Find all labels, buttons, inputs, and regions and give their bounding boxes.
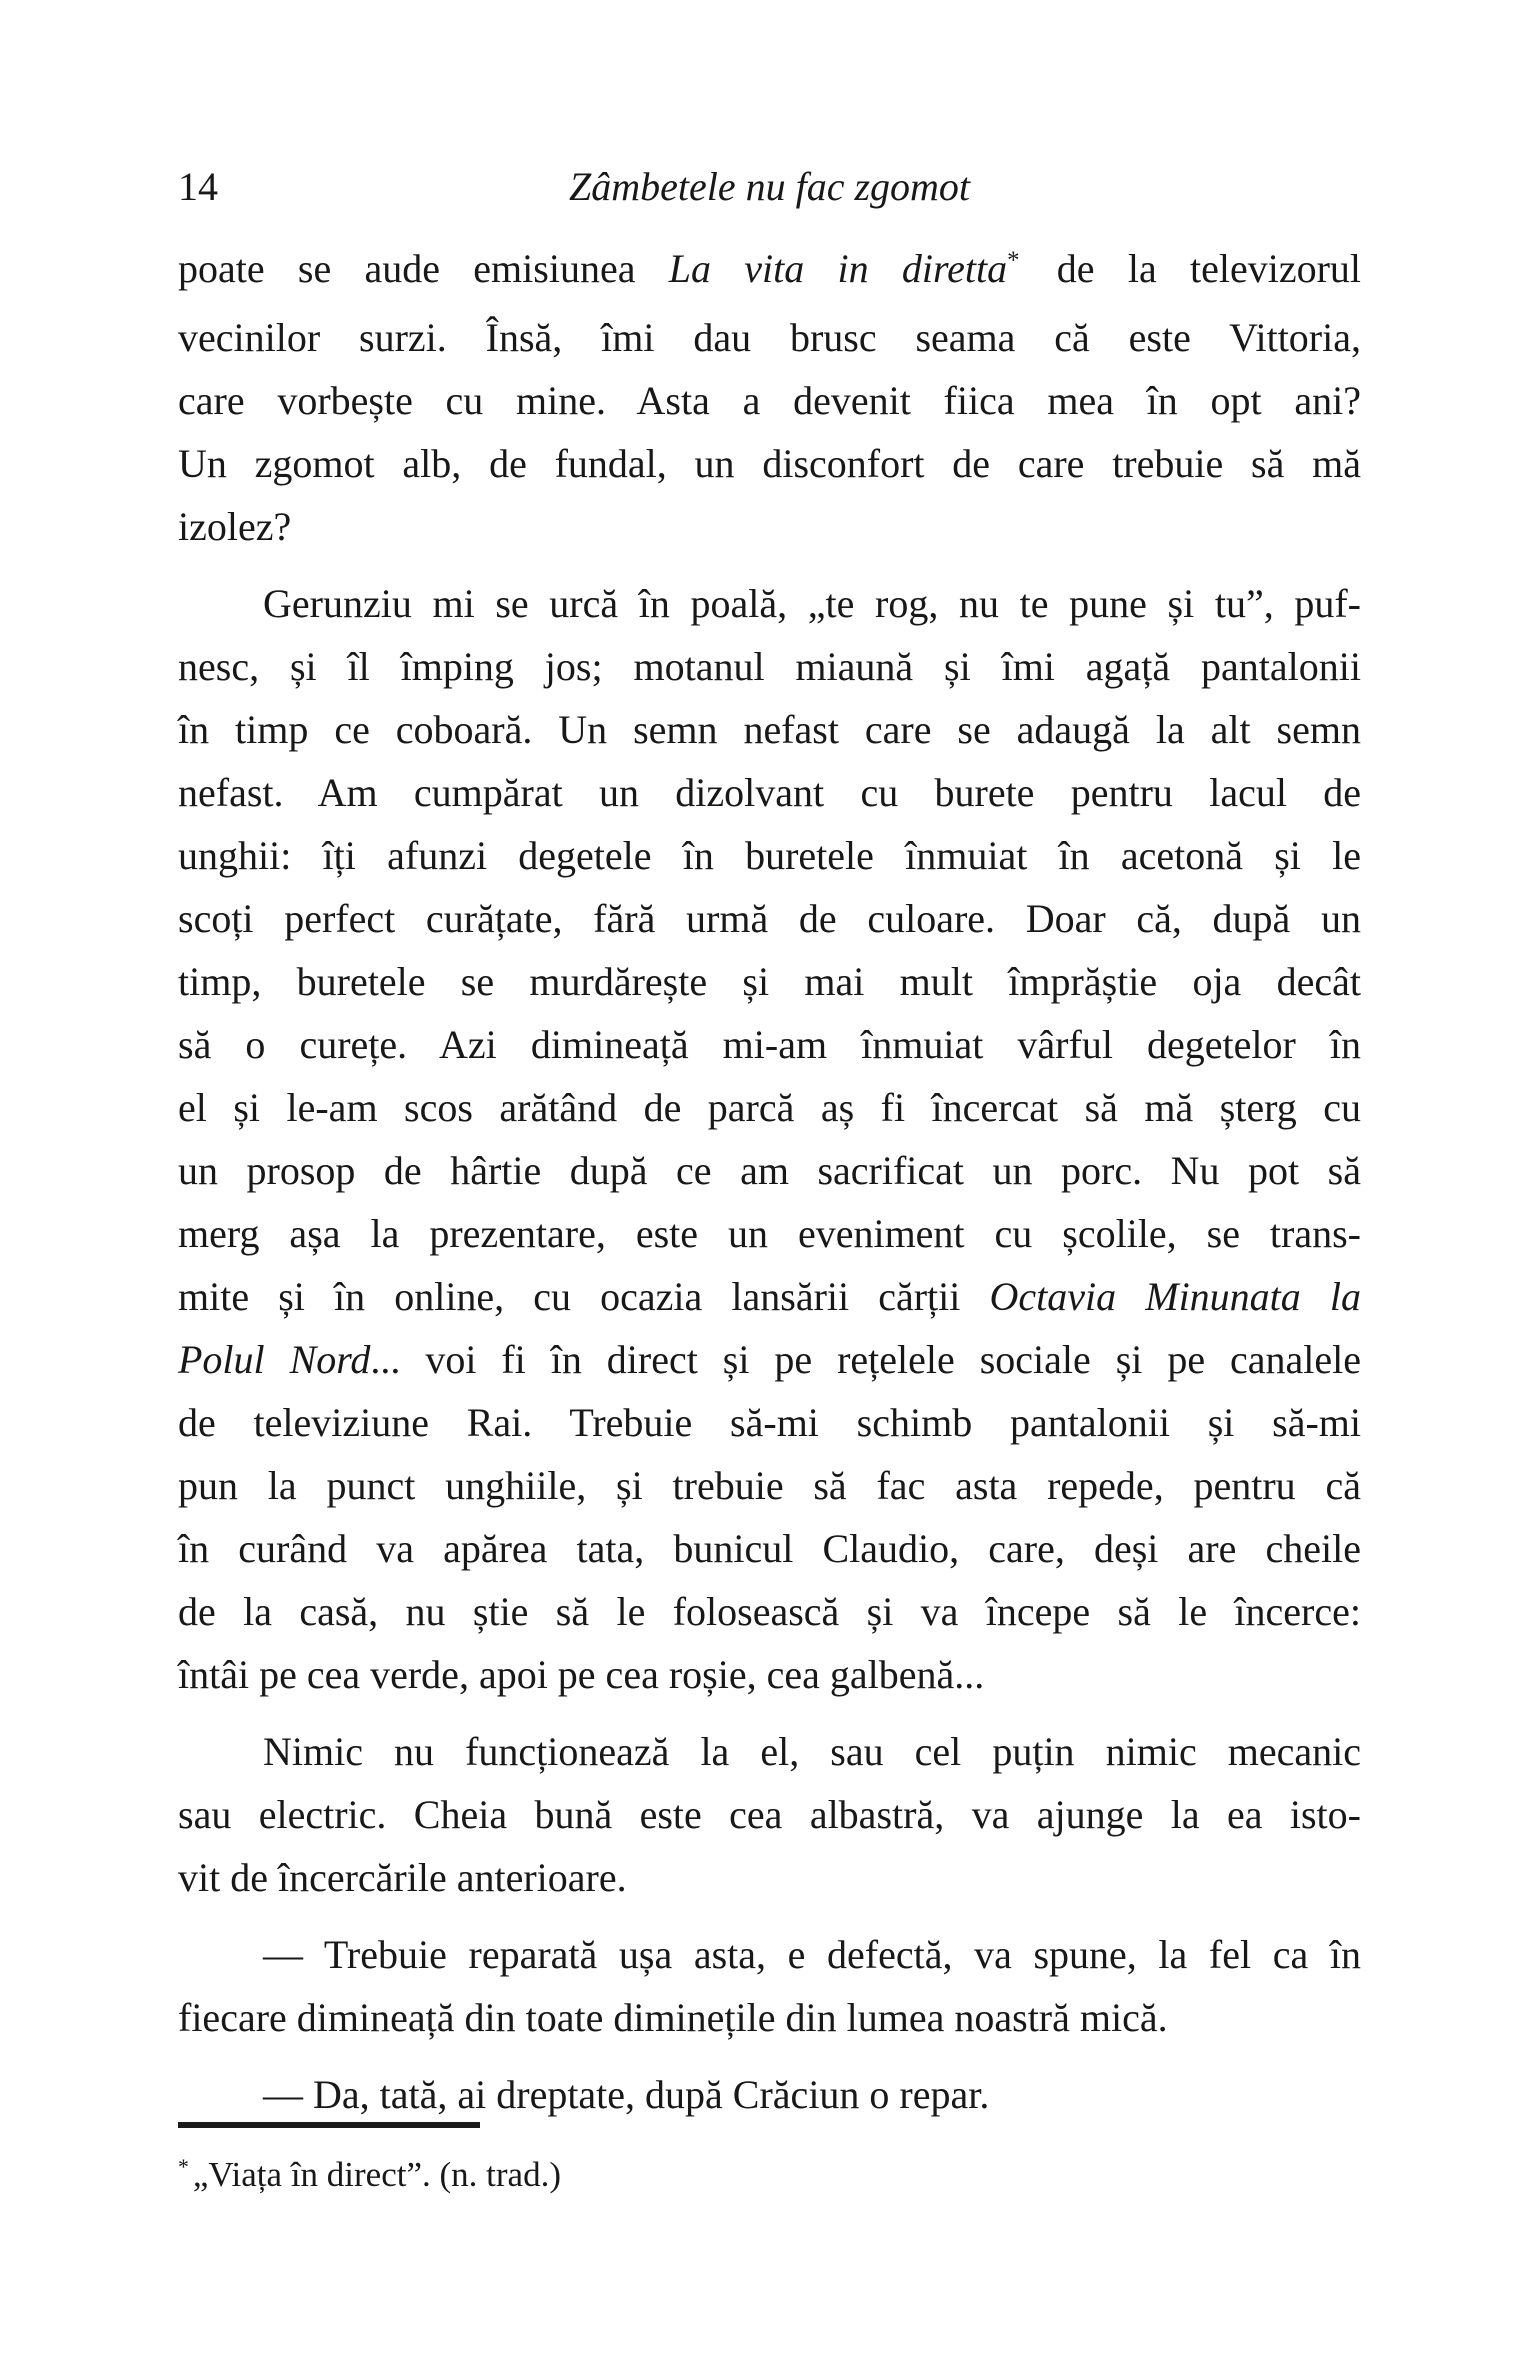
body-text (178, 237, 1361, 2126)
text-line (178, 761, 1361, 824)
text-run: poate se aude emisiunea (178, 246, 669, 291)
italic-text-run: La vita in diretta (668, 246, 1008, 291)
text-line (178, 237, 1361, 306)
text-run: de televiziune Rai. Trebuie să-mi schimb pantalonii și să-mi (178, 1400, 1361, 1445)
text-line (178, 1720, 1361, 1783)
paragraph (178, 2063, 1361, 2126)
text-run: scoți perfect curățate, fără urmă de culoare. Doar că, după un (178, 896, 1361, 941)
running-title: Zâmbetele nu fac zgomot (568, 164, 971, 209)
text-run: în timp ce coboară. Un semn nefast care se adaugă la alt semn (178, 707, 1361, 752)
paragraph (178, 1923, 1361, 2049)
text-line (178, 1923, 1361, 1986)
text-run: Nimic nu funcționează la el, sau cel puțin nimic mecanic (263, 1729, 1361, 1774)
text-line (178, 1391, 1361, 1454)
text-line (178, 824, 1361, 887)
text-run: merg așa la prezentare, este un eveniment cu școlile, se trans- (178, 1211, 1361, 1256)
text-line (178, 1454, 1361, 1517)
text-line (178, 495, 1361, 558)
text-run: un prosop de hârtie după ce am sacrificat un porc. Nu pot să (178, 1148, 1361, 1193)
text-run: el și le-am scos arătând de parcă aș fi încercat să mă șterg cu (178, 1085, 1361, 1130)
italic-text-run: Polul Nord (178, 1337, 371, 1382)
text-line (178, 1013, 1361, 1076)
text-run: întâi pe cea verde, apoi pe cea roșie, cea galbenă... (178, 1652, 985, 1697)
text-line (178, 306, 1361, 369)
text-run: de la televizorul (1023, 246, 1362, 291)
text-run: timp, buretele se murdărește și mai mult împrăștie oja decât (178, 959, 1361, 1004)
text-run: sau electric. Cheia bună este cea albastră, va ajunge la ea isto- (178, 1792, 1361, 1837)
text-run: nefast. Am cumpărat un dizolvant cu burete pentru lacul de (178, 770, 1361, 815)
text-line (178, 1517, 1361, 1580)
text-line (178, 635, 1361, 698)
text-line (178, 1328, 1361, 1391)
paragraph (178, 237, 1361, 558)
text-line (178, 432, 1361, 495)
text-line (178, 1202, 1361, 1265)
text-run: în curând va apărea tata, bunicul Claudio, care, deși are cheile (178, 1526, 1361, 1571)
text-run: — Da, tată, ai dreptate, după Crăciun o repar. (263, 2072, 990, 2117)
text-run: vit de încercările anterioare. (178, 1855, 627, 1900)
text-run: să o curețe. Azi dimineață mi-am înmuiat vârful degetelor în (178, 1022, 1361, 1067)
text-run: — Trebuie reparată ușa asta, e defectă, va spune, la fel ca în (263, 1932, 1361, 1977)
text-run: Gerunziu mi se urcă în poală, „te rog, nu te pune și tu”, puf- (263, 581, 1361, 626)
footnote-rule (178, 2122, 480, 2128)
text-line (178, 1643, 1361, 1706)
text-line (178, 1265, 1361, 1328)
text-line (178, 1846, 1361, 1909)
text-line (178, 1580, 1361, 1643)
text-line (178, 1783, 1361, 1846)
text-line (178, 1076, 1361, 1139)
text-run: unghii: îți afunzi degetele în buretele înmuiat în acetonă și le (178, 833, 1361, 878)
text-line (178, 1139, 1361, 1202)
paragraph (178, 1720, 1361, 1909)
text-line (178, 1986, 1361, 2049)
text-line (178, 369, 1361, 432)
footnote-text (178, 2152, 1361, 2202)
italic-text-run: Octavia Minunata la (989, 1274, 1362, 1319)
text-line (178, 698, 1361, 761)
text-run: pun la punct unghiile, și trebuie să fac asta repede, pentru că (178, 1463, 1361, 1508)
text-run: Un zgomot alb, de fundal, un disconfort de care trebuie să mă (178, 441, 1361, 486)
page-header (178, 163, 1361, 211)
text-run: izolez? (178, 504, 292, 549)
text-run: vecinilor surzi. Însă, îmi dau brusc seama că este Vittoria, (178, 315, 1361, 360)
text-run: de la casă, nu știe să le folosească și va începe să le încerce: (178, 1589, 1361, 1634)
footnote-body: „Viața în direct”. (n. trad.) (192, 2155, 561, 2194)
text-line (178, 887, 1361, 950)
footnote-reference-marker: * (1007, 247, 1020, 275)
paragraph (178, 572, 1361, 1706)
text-line (178, 950, 1361, 1013)
text-run: nesc, și îl împing jos; motanul miaună și îmi agață pantalonii (178, 644, 1361, 689)
text-run: mite și în online, cu ocazia lansării cărții (178, 1274, 990, 1319)
footnote-marker: * (178, 2155, 189, 2180)
footnote (178, 2122, 1361, 2202)
page-number: 14 (178, 164, 218, 209)
text-run: ... voi fi în direct și pe rețelele sociale și pe canalele (370, 1337, 1362, 1382)
text-run: fiecare dimineață din toate diminețile din lumea noastră mică. (178, 1995, 1168, 2040)
text-line (178, 2063, 1361, 2126)
text-line (178, 572, 1361, 635)
text-run: care vorbește cu mine. Asta a devenit fiica mea în opt ani? (178, 378, 1361, 423)
